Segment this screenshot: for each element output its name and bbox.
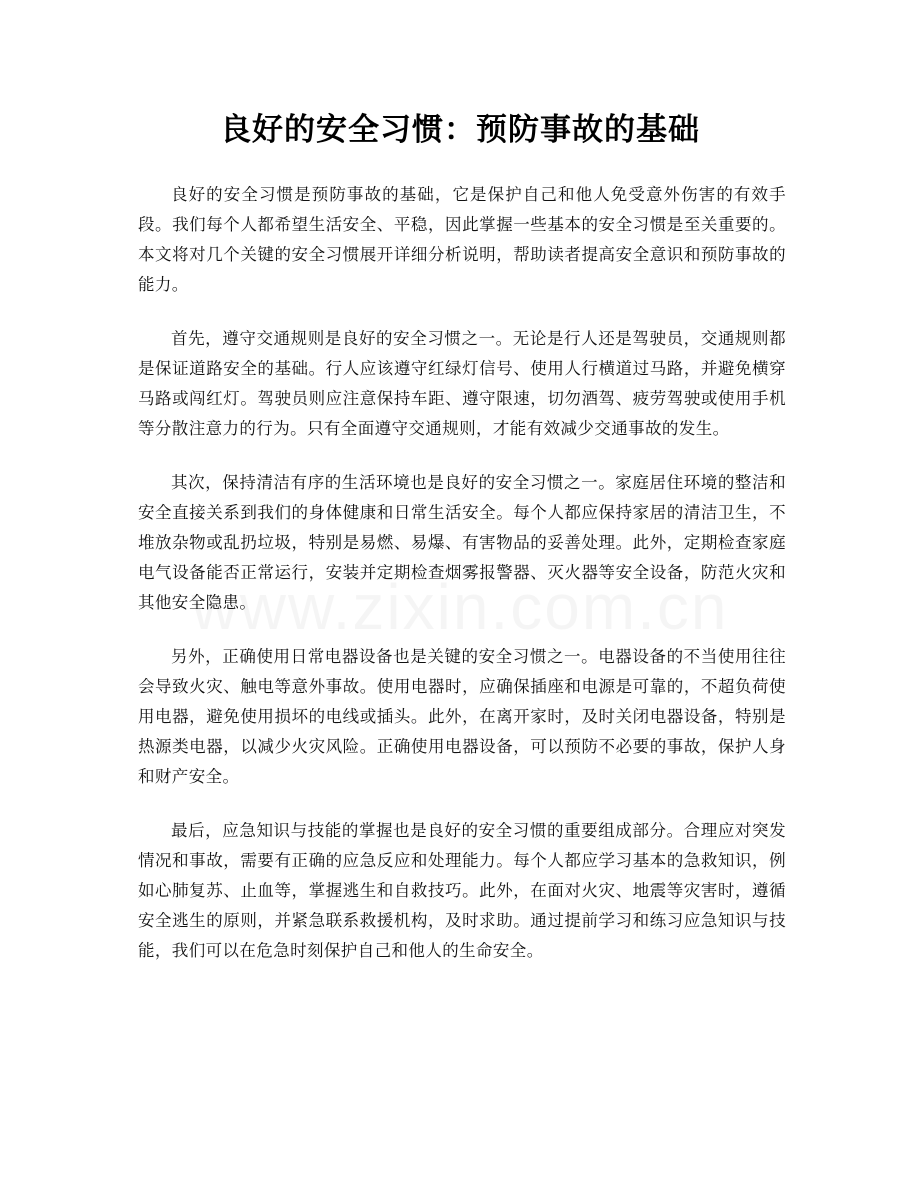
paragraph-electrical-safety: 另外，正确使用日常电器设备也是关键的安全习惯之一。电器设备的不当使用往往会导致火灾、触电等意外事故。使用电器时，应确保插座和电源是可靠的，不超负荷使用电器，避免使用损坏的电线或插头。此外，在离开家时，及时关闭电器设备，特别是热源类电器，以减少火灾风险。正确使用电器设备，可以预防不必要的事故，保护人身和财产安全。 bbox=[138, 647, 786, 786]
paragraph-intro: 良好的安全习惯是预防事故的基础，它是保护自己和他人免受意外伤害的有效手段。我们每个人都希望生活安全、平稳，因此掌握一些基本的安全习惯是至关重要的。本文将对几个关键的安全习惯展开详细分析说明，帮助读者提高安全意识和预防事故的能力。 bbox=[138, 185, 786, 294]
paragraph-traffic-rules: 首先，遵守交通规则是良好的安全习惯之一。无论是行人还是驾驶员，交通规则都是保证道路安全的基础。行人应该遵守红绿灯信号、使用人行横道过马路，并避免横穿马路或闯红灯。驾驶员则应注意保持车距、遵守限速，切勿酒驾、疲劳驾驶或使用手机等分散注意力的行为。只有全面遵守交通规则，才能有效减少交通事故的发生。 bbox=[138, 329, 786, 438]
document-title: 良好的安全习惯：预防事故的基础 bbox=[220, 112, 700, 148]
document-body bbox=[138, 180, 786, 990]
paragraph-emergency-skills: 最后，应急知识与技能的掌握也是良好的安全习惯的重要组成部分。合理应对突发情况和事故，需要有正确的应急反应和处理能力。每个人都应学习基本的急救知识，例如心肺复苏、止血等，掌握逃生和自救技巧。此外，在面对火灾、地震等灾害时，遵循安全逃生的原则，并紧急联系救援机构，及时求助。通过提前学习和练习应急知识与技能，我们可以在危急时刻保护自己和他人的生命安全。 bbox=[138, 821, 786, 960]
paragraph-clean-environment: 其次，保持清洁有序的生活环境也是良好的安全习惯之一。家庭居住环境的整洁和安全直接关系到我们的身体健康和日常生活安全。每个人都应保持家居的清洁卫生，不堆放杂物或乱扔垃圾，特别是易燃、易爆、有害物品的妥善处理。此外，定期检查家庭电气设备能否正常运行，安装并定期检查烟雾报警器、灭火器等安全设备，防范火灾和其他安全隐患。 bbox=[138, 473, 786, 612]
